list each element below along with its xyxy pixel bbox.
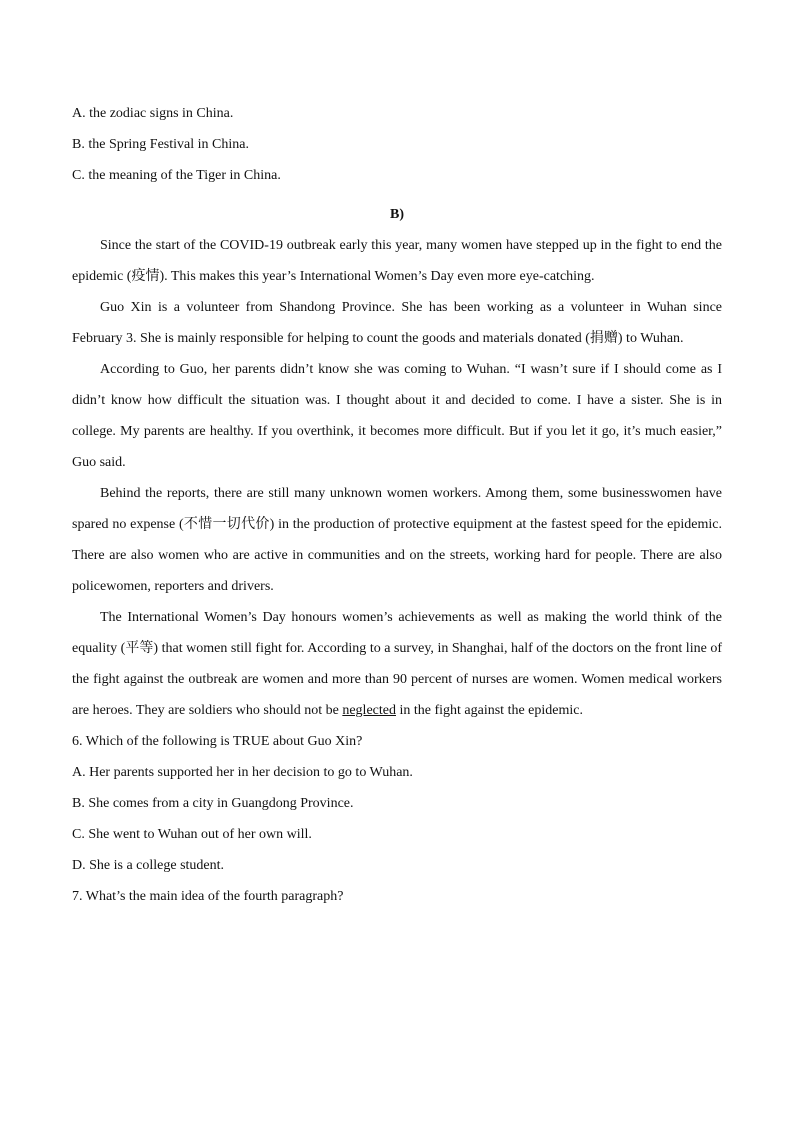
paragraph-5-end: in the fight against the epidemic. (395, 703, 583, 718)
paragraph-5-main: The International Women’s Day honours women’s achievements as well as making the world think of the equality (平等) that women still fight for. According to a survey, in Shanghai, half of the doctors on the front line of the fight against the outbreak are women and more than 90 percent of nurses are women. Women medical workers are heroes. They are soldiers who should not be (72, 610, 722, 718)
question-6-option-b: B. She comes from a city in Guangdong Province. (72, 796, 354, 811)
question-6-option-c: C. She went to Wuhan out of her own will. (72, 827, 312, 842)
prev-option-b: B. the Spring Festival in China. (72, 137, 249, 152)
passage-paragraph-2: Guo Xin is a volunteer from Shandong Province. She has been working as a volunteer in Wuhan since February 3. She is mainly responsible for helping to count the goods and materials donated (捐赠) to Wuhan. (72, 300, 722, 346)
underlined-word: neglected (342, 703, 396, 718)
question-7-stem: 7. What’s the main idea of the fourth paragraph? (72, 889, 344, 904)
prev-option-c: C. the meaning of the Tiger in China. (72, 168, 281, 183)
section-title: B) (390, 207, 404, 222)
document-page (72, 98, 722, 912)
question-6-option-a: A. Her parents supported her in her decision to go to Wuhan. (72, 765, 413, 780)
question-6-stem: 6. Which of the following is TRUE about Guo Xin? (72, 734, 363, 749)
question-6-option-d: D. She is a college student. (72, 858, 225, 873)
passage-paragraph-1: Since the start of the COVID-19 outbreak early this year, many women have stepped up in the fight to end the epidemic (疫情). This makes this year’s International Women’s Day even more eye-catching. (72, 238, 722, 284)
prev-option-a: A. the zodiac signs in China. (72, 106, 234, 121)
passage-paragraph-4: Behind the reports, there are still many unknown women workers. Among them, some businesswomen have spared no expense (不惜一切代价) in the production of protective equipment at the fastest speed for the epidemic. There are also women who are active in communities and on the streets, working hard for people. There are also policewomen, reporters and drivers. (72, 486, 722, 594)
passage-paragraph-5 (72, 602, 722, 726)
passage-paragraph-3: According to Guo, her parents didn’t know she was coming to Wuhan. “I wasn’t sure if I should come as I didn’t know how difficult the situation was. I thought about it and decided to come. I have a sister. She is in college. My parents are healthy. If you overthink, it becomes more difficult. But if you let it go, it’s much easier,” Guo said. (72, 362, 722, 470)
